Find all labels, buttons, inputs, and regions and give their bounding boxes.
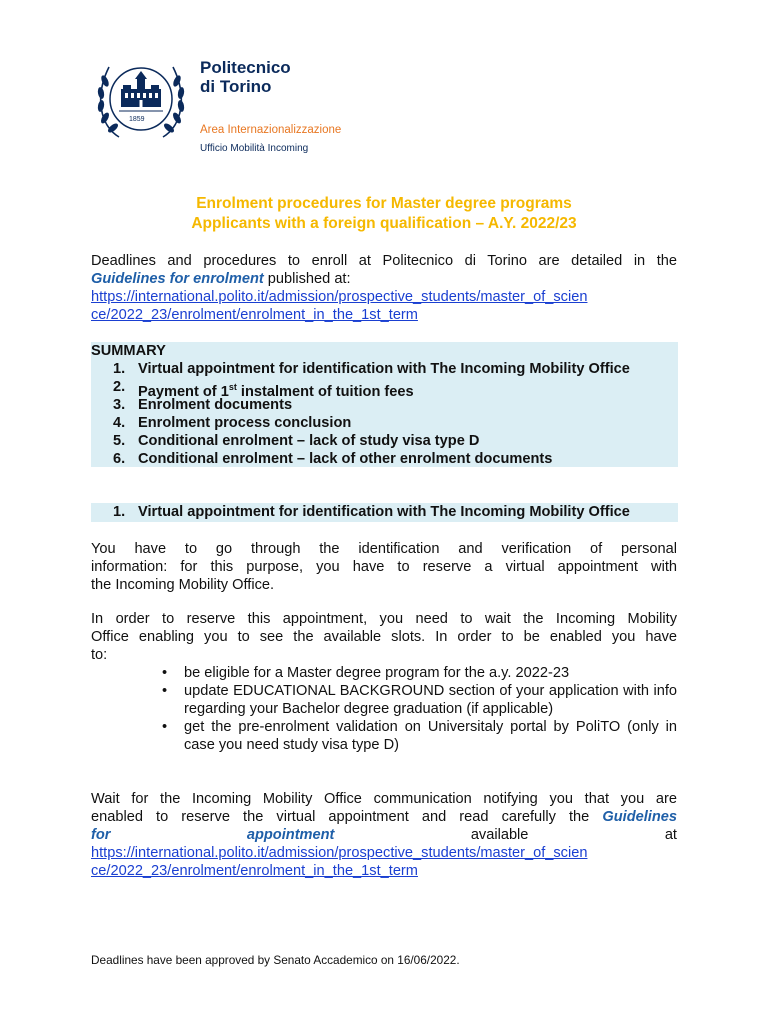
summary-item-number: 5.: [113, 433, 126, 449]
at-text: at: [664, 827, 677, 843]
summary-item-number: 1.: [113, 361, 126, 377]
summary-item-number: 4.: [113, 415, 126, 431]
politecnico-seal-logo: [93, 55, 189, 145]
para3-line2: [91, 808, 677, 826]
summary-item-label-part: Payment of 1: [138, 383, 229, 400]
document-title-line1: Enrolment procedures for Master degree programs: [196, 195, 572, 212]
summary-item-label: Enrolment documents: [138, 397, 293, 413]
bullet-icon: •: [162, 665, 168, 681]
summary-item-label: Enrolment process conclusion: [138, 415, 352, 431]
para2-line1: In order to reserve this appointment, you need to wait the Incoming Mobility: [91, 611, 677, 627]
summary-item: [91, 414, 678, 432]
guidelines-for-enrolment: Guidelines for enrolment: [91, 271, 264, 287]
guidelines-word: Guidelines: [602, 809, 677, 825]
bullet-icon: •: [162, 683, 168, 699]
list-item-text: update EDUCATIONAL BACKGROUND section of your application with info regarding your Bachelor degree graduation (if applicable): [184, 683, 677, 717]
summary-item-number: 2.: [113, 379, 126, 395]
list-item-text: be eligible for a Master degree program for the a.y. 2022-23: [184, 665, 570, 681]
intro-line2: [91, 270, 677, 288]
intro-link-line1[interactable]: https://international.polito.it/admission/prospective_students/master_of_scien: [91, 289, 588, 305]
available-text: available: [470, 827, 529, 843]
intro-link-line2[interactable]: ce/2022_23/enrolment/enrolment_in_the_1st_term: [91, 307, 418, 323]
office-label: Ufficio Mobilità Incoming: [200, 143, 309, 154]
intro-published-at: published at:: [267, 271, 351, 287]
para2-line2: Office enabling you to see the available slots. In order to be enabled you have: [91, 629, 677, 645]
requirements-list: [160, 664, 677, 754]
university-name: [200, 58, 291, 96]
para3-line2-text: enabled to reserve the virtual appointment and read carefully the: [91, 809, 590, 825]
para2-line3: to:: [91, 647, 108, 663]
bullet-icon: •: [162, 719, 168, 735]
para1-line2: information: for this purpose, you have to reserve a virtual appointment with: [91, 559, 677, 575]
list-item: [160, 664, 677, 682]
guidelines-appointment: appointment: [246, 827, 335, 843]
area-label: Area Internazionalizzazione: [200, 124, 342, 136]
appointment-link-line2[interactable]: ce/2022_23/enrolment/enrolment_in_the_1st_term: [91, 863, 418, 879]
guidelines-for: for: [91, 827, 111, 843]
intro-link[interactable]: [91, 288, 677, 324]
summary-list: [91, 360, 678, 468]
seal-year: 1859: [129, 116, 145, 123]
summary-item: [91, 360, 678, 378]
section-number: 1.: [113, 504, 126, 520]
summary-item: [91, 396, 678, 414]
summary-item-number: 6.: [113, 451, 126, 467]
list-item: [160, 682, 677, 718]
summary-item: [91, 378, 678, 400]
summary-item-label: Conditional enrolment – lack of study visa type D: [138, 433, 480, 449]
intro-line1: Deadlines and procedures to enroll at Politecnico di Torino are detailed in the: [91, 253, 677, 269]
summary-item-number: 3.: [113, 397, 126, 413]
section-1-heading: [91, 503, 678, 522]
summary-item-label: Virtual appointment for identification with The Incoming Mobility Office: [138, 361, 630, 377]
summary-title: SUMMARY: [91, 343, 166, 359]
university-name-line2: di Torino: [200, 77, 272, 96]
para3-line3: [91, 826, 677, 844]
university-name-line1: Politecnico: [200, 58, 291, 77]
summary-box: [91, 342, 678, 467]
summary-item-superscript: st: [228, 382, 237, 392]
summary-item: [91, 432, 678, 450]
para1-line3: the Incoming Mobility Office.: [91, 577, 275, 593]
appointment-link-line1[interactable]: https://international.polito.it/admission/prospective_students/master_of_scien: [91, 845, 588, 861]
para3-line1: Wait for the Incoming Mobility Office communication notifying you that you are: [91, 791, 677, 807]
summary-item-label: Conditional enrolment – lack of other enrolment documents: [138, 451, 553, 467]
para1-line1: You have to go through the identification and verification of personal: [91, 541, 677, 557]
summary-item: [91, 450, 678, 468]
list-item-text: get the pre-enrolment validation on Universitaly portal by PoliTO (only in case you need study visa type D): [184, 719, 677, 753]
footer-note: Deadlines have been approved by Senato Accademico on 16/06/2022.: [91, 953, 460, 967]
list-item: [160, 718, 677, 754]
document-title-line2: Applicants with a foreign qualification – A.Y. 2022/23: [191, 215, 577, 232]
summary-item-label-part: instalment of tuition fees: [236, 383, 414, 400]
appointment-link[interactable]: [91, 844, 677, 880]
section-title: Virtual appointment for identification with The Incoming Mobility Office: [138, 504, 630, 520]
